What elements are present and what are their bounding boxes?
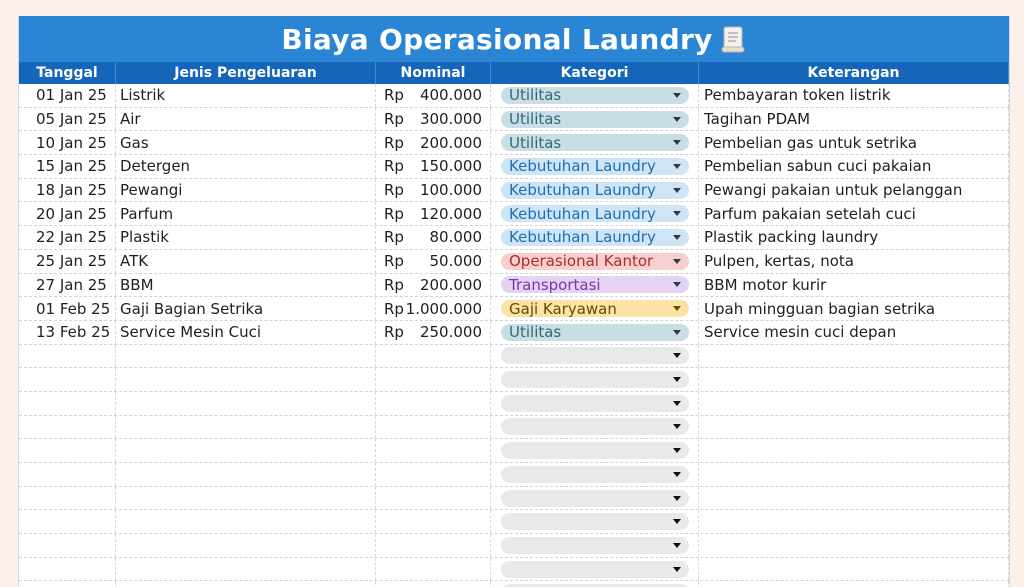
nominal-value: 400.000 (419, 86, 482, 105)
header-kategori[interactable]: Kategori (491, 62, 699, 84)
currency-label: Rp (384, 86, 404, 105)
chevron-down-icon[interactable] (673, 353, 681, 358)
category-label: Kebutuhan Laundry (509, 228, 656, 247)
table-row (19, 108, 1009, 132)
cell-tanggal[interactable] (19, 392, 116, 415)
currency-label: Rp (384, 299, 404, 318)
table-row (19, 510, 1009, 534)
cell-nominal[interactable] (376, 108, 491, 131)
category-dropdown[interactable] (501, 395, 689, 412)
category-dropdown[interactable] (501, 324, 689, 341)
nominal-value: 200.000 (419, 133, 482, 152)
cell-tanggal[interactable]: 22 Jan 25 (19, 226, 116, 249)
cell-nominal[interactable] (376, 321, 491, 344)
table-row (19, 84, 1009, 108)
table-row (19, 439, 1009, 463)
category-label: Kebutuhan Laundry (509, 204, 656, 223)
chevron-down-icon[interactable] (673, 211, 681, 216)
category-label: Utilitas (509, 110, 562, 129)
cell-kategori[interactable] (491, 108, 699, 131)
cell-tanggal[interactable]: 01 Feb 25 (19, 297, 116, 320)
category-dropdown[interactable] (501, 182, 689, 199)
cell-nominal[interactable] (376, 131, 491, 154)
currency-label: Rp (384, 204, 404, 223)
currency-label: Rp (384, 133, 404, 152)
cell-nominal[interactable] (376, 463, 491, 486)
category-dropdown[interactable] (501, 466, 689, 483)
currency-label: Rp (384, 157, 404, 176)
cell-keterangan[interactable]: Pembayaran token listrik (699, 84, 1009, 107)
cell-keterangan[interactable] (699, 368, 1009, 391)
table-row (19, 321, 1009, 345)
cell-keterangan[interactable]: Parfum pakaian setelah cuci (699, 202, 1009, 225)
cell-keterangan[interactable] (699, 345, 1009, 368)
cell-keterangan[interactable]: Pembelian sabun cuci pakaian (699, 155, 1009, 178)
scroll-icon (721, 24, 747, 54)
cell-kategori[interactable] (491, 274, 699, 297)
cell-nominal[interactable] (376, 439, 491, 462)
cell-kategori[interactable] (491, 534, 699, 557)
cell-keterangan[interactable]: Upah mingguan bagian setrika (699, 297, 1009, 320)
header-tanggal[interactable]: Tanggal (19, 62, 116, 84)
table-row (19, 345, 1009, 369)
cell-keterangan[interactable] (699, 463, 1009, 486)
nominal-value: 300.000 (419, 110, 482, 129)
chevron-down-icon[interactable] (673, 235, 681, 240)
title-banner (19, 16, 1009, 62)
category-dropdown[interactable] (501, 253, 689, 270)
chevron-down-icon[interactable] (673, 306, 681, 311)
cell-jenis-pengeluaran[interactable] (116, 581, 376, 587)
cell-kategori[interactable] (491, 510, 699, 533)
cell-keterangan[interactable] (699, 534, 1009, 557)
category-dropdown[interactable] (501, 300, 689, 317)
cell-nominal[interactable] (376, 84, 491, 107)
table-row (19, 392, 1009, 416)
cell-tanggal[interactable]: 10 Jan 25 (19, 131, 116, 154)
chevron-down-icon[interactable] (673, 188, 681, 193)
chevron-down-icon[interactable] (673, 164, 681, 169)
header-jenis-pengeluaran[interactable]: Jenis Pengeluaran (116, 62, 376, 84)
chevron-down-icon[interactable] (673, 377, 681, 382)
cell-nominal[interactable] (376, 297, 491, 320)
cell-tanggal[interactable] (19, 581, 116, 587)
cell-nominal[interactable] (376, 581, 491, 587)
cell-nominal[interactable] (376, 179, 491, 202)
cell-jenis-pengeluaran[interactable]: Gas (116, 131, 376, 154)
category-label: Operasional Kantor (509, 252, 654, 271)
chevron-down-icon[interactable] (673, 472, 681, 477)
cell-kategori[interactable] (491, 463, 699, 486)
currency-label: Rp (384, 323, 404, 342)
cell-kategori[interactable] (491, 368, 699, 391)
cell-nominal[interactable] (376, 487, 491, 510)
category-dropdown[interactable] (501, 134, 689, 151)
cell-tanggal[interactable]: 05 Jan 25 (19, 108, 116, 131)
category-label: Kebutuhan Laundry (509, 157, 656, 176)
chevron-down-icon[interactable] (673, 140, 681, 145)
cell-tanggal[interactable] (19, 416, 116, 439)
cell-kategori[interactable] (491, 202, 699, 225)
cell-nominal[interactable] (376, 226, 491, 249)
cell-jenis-pengeluaran[interactable] (116, 368, 376, 391)
category-dropdown[interactable] (501, 229, 689, 246)
chevron-down-icon[interactable] (673, 519, 681, 524)
cell-kategori[interactable] (491, 345, 699, 368)
cell-jenis-pengeluaran[interactable]: Pewangi (116, 179, 376, 202)
currency-label: Rp (384, 181, 404, 200)
table-row (19, 368, 1009, 392)
chevron-down-icon[interactable] (673, 117, 681, 122)
nominal-value: 100.000 (419, 181, 482, 200)
cell-tanggal[interactable] (19, 463, 116, 486)
spreadsheet (18, 16, 1010, 587)
table-row (19, 274, 1009, 298)
cell-tanggal[interactable]: 18 Jan 25 (19, 179, 116, 202)
cell-kategori[interactable] (491, 179, 699, 202)
cell-nominal[interactable] (376, 345, 491, 368)
chevron-down-icon[interactable] (673, 93, 681, 98)
category-dropdown[interactable] (501, 87, 689, 104)
cell-tanggal[interactable]: 01 Jan 25 (19, 84, 116, 107)
cell-jenis-pengeluaran[interactable] (116, 510, 376, 533)
cell-nominal[interactable] (376, 558, 491, 581)
cell-jenis-pengeluaran[interactable]: Listrik (116, 84, 376, 107)
category-dropdown[interactable] (501, 158, 689, 175)
table-row (19, 534, 1009, 558)
cell-tanggal[interactable] (19, 487, 116, 510)
cell-jenis-pengeluaran[interactable]: Gaji Bagian Setrika (116, 297, 376, 320)
cell-jenis-pengeluaran[interactable] (116, 345, 376, 368)
nominal-value: 200.000 (419, 275, 482, 294)
cell-jenis-pengeluaran[interactable] (116, 558, 376, 581)
cell-keterangan[interactable]: BBM motor kurir (699, 274, 1009, 297)
chevron-down-icon[interactable] (673, 424, 681, 429)
cell-jenis-pengeluaran[interactable]: Plastik (116, 226, 376, 249)
nominal-value: 50.000 (429, 252, 482, 271)
cell-tanggal[interactable] (19, 439, 116, 462)
cell-nominal[interactable] (376, 155, 491, 178)
cell-tanggal[interactable]: 27 Jan 25 (19, 274, 116, 297)
cell-keterangan[interactable]: Tagihan PDAM (699, 108, 1009, 131)
table-row (19, 131, 1009, 155)
cell-kategori[interactable] (491, 84, 699, 107)
cell-tanggal[interactable]: 25 Jan 25 (19, 250, 116, 273)
cell-jenis-pengeluaran[interactable] (116, 487, 376, 510)
table-row (19, 463, 1009, 487)
table-row (19, 487, 1009, 511)
cell-jenis-pengeluaran[interactable] (116, 416, 376, 439)
chevron-down-icon[interactable] (673, 496, 681, 501)
cell-jenis-pengeluaran[interactable]: ATK (116, 250, 376, 273)
sheet-title: Biaya Operasional Laundry (281, 22, 713, 56)
category-dropdown[interactable] (501, 347, 689, 364)
cell-keterangan[interactable] (699, 416, 1009, 439)
category-label: Utilitas (509, 86, 562, 105)
category-dropdown[interactable] (501, 418, 689, 435)
cell-kategori[interactable] (491, 581, 699, 587)
cell-kategori[interactable] (491, 155, 699, 178)
category-dropdown[interactable] (501, 513, 689, 530)
currency-label: Rp (384, 275, 404, 294)
cell-keterangan[interactable] (699, 558, 1009, 581)
cell-nominal[interactable] (376, 368, 491, 391)
chevron-down-icon[interactable] (673, 567, 681, 572)
cell-jenis-pengeluaran[interactable] (116, 439, 376, 462)
table-row (19, 558, 1009, 582)
table-row (19, 179, 1009, 203)
category-dropdown[interactable] (501, 276, 689, 293)
cell-tanggal[interactable] (19, 534, 116, 557)
cell-nominal[interactable] (376, 274, 491, 297)
cell-keterangan[interactable]: Plastik packing laundry (699, 226, 1009, 249)
chevron-down-icon[interactable] (673, 330, 681, 335)
cell-nominal[interactable] (376, 202, 491, 225)
cell-kategori[interactable] (491, 321, 699, 344)
category-dropdown[interactable] (501, 205, 689, 222)
cell-jenis-pengeluaran[interactable]: BBM (116, 274, 376, 297)
cell-keterangan[interactable] (699, 487, 1009, 510)
category-label: Kebutuhan Laundry (509, 181, 656, 200)
category-dropdown[interactable] (501, 111, 689, 128)
table-row (19, 155, 1009, 179)
nominal-value: 250.000 (419, 323, 482, 342)
cell-nominal[interactable] (376, 392, 491, 415)
category-dropdown[interactable] (501, 371, 689, 388)
cell-nominal[interactable] (376, 534, 491, 557)
cell-keterangan[interactable] (699, 439, 1009, 462)
cell-keterangan[interactable]: Service mesin cuci depan (699, 321, 1009, 344)
cell-kategori[interactable] (491, 558, 699, 581)
cell-tanggal[interactable]: 15 Jan 25 (19, 155, 116, 178)
cell-keterangan[interactable] (699, 581, 1009, 587)
cell-jenis-pengeluaran[interactable]: Parfum (116, 202, 376, 225)
cell-tanggal[interactable] (19, 368, 116, 391)
cell-jenis-pengeluaran[interactable] (116, 463, 376, 486)
cell-jenis-pengeluaran[interactable] (116, 392, 376, 415)
cell-keterangan[interactable]: Pulpen, kertas, nota (699, 250, 1009, 273)
cell-kategori[interactable] (491, 487, 699, 510)
category-dropdown[interactable] (501, 490, 689, 507)
nominal-value: 1.000.000 (405, 299, 482, 318)
table-row (19, 297, 1009, 321)
cell-keterangan[interactable] (699, 392, 1009, 415)
table-header (19, 62, 1009, 84)
category-label: Transportasi (509, 275, 601, 294)
cell-keterangan[interactable]: Pembelian gas untuk setrika (699, 131, 1009, 154)
cell-tanggal[interactable]: 20 Jan 25 (19, 202, 116, 225)
table-row (19, 226, 1009, 250)
cell-kategori[interactable] (491, 392, 699, 415)
table-row (19, 250, 1009, 274)
cell-kategori[interactable] (491, 250, 699, 273)
currency-label: Rp (384, 252, 404, 271)
cell-jenis-pengeluaran[interactable]: Service Mesin Cuci (116, 321, 376, 344)
nominal-value: 80.000 (429, 228, 482, 247)
currency-label: Rp (384, 110, 404, 129)
nominal-value: 120.000 (419, 204, 482, 223)
cell-jenis-pengeluaran[interactable] (116, 534, 376, 557)
cell-tanggal[interactable] (19, 345, 116, 368)
chevron-down-icon[interactable] (673, 401, 681, 406)
header-nominal[interactable]: Nominal (376, 62, 491, 84)
cell-keterangan[interactable]: Pewangi pakaian untuk pelanggan (699, 179, 1009, 202)
cell-jenis-pengeluaran[interactable]: Detergen (116, 155, 376, 178)
cell-jenis-pengeluaran[interactable]: Air (116, 108, 376, 131)
table-row (19, 416, 1009, 440)
cell-tanggal[interactable] (19, 510, 116, 533)
category-dropdown[interactable] (501, 442, 689, 459)
cell-tanggal[interactable]: 13 Feb 25 (19, 321, 116, 344)
category-label: Gaji Karyawan (509, 299, 617, 318)
category-label: Utilitas (509, 323, 562, 342)
category-label: Utilitas (509, 133, 562, 152)
chevron-down-icon[interactable] (673, 448, 681, 453)
chevron-down-icon[interactable] (673, 282, 681, 287)
chevron-down-icon[interactable] (673, 259, 681, 264)
cell-kategori[interactable] (491, 297, 699, 320)
cell-kategori[interactable] (491, 439, 699, 462)
table-row (19, 581, 1009, 587)
cell-kategori[interactable] (491, 226, 699, 249)
currency-label: Rp (384, 228, 404, 247)
cell-nominal[interactable] (376, 416, 491, 439)
nominal-value: 150.000 (419, 157, 482, 176)
chevron-down-icon[interactable] (673, 543, 681, 548)
table-row (19, 202, 1009, 226)
header-keterangan[interactable]: Keterangan (699, 62, 1009, 84)
cell-nominal[interactable] (376, 250, 491, 273)
cell-kategori[interactable] (491, 416, 699, 439)
cell-nominal[interactable] (376, 510, 491, 533)
table-body (19, 84, 1009, 587)
cell-kategori[interactable] (491, 131, 699, 154)
category-dropdown[interactable] (501, 561, 689, 578)
category-dropdown[interactable] (501, 537, 689, 554)
cell-keterangan[interactable] (699, 510, 1009, 533)
cell-tanggal[interactable] (19, 558, 116, 581)
